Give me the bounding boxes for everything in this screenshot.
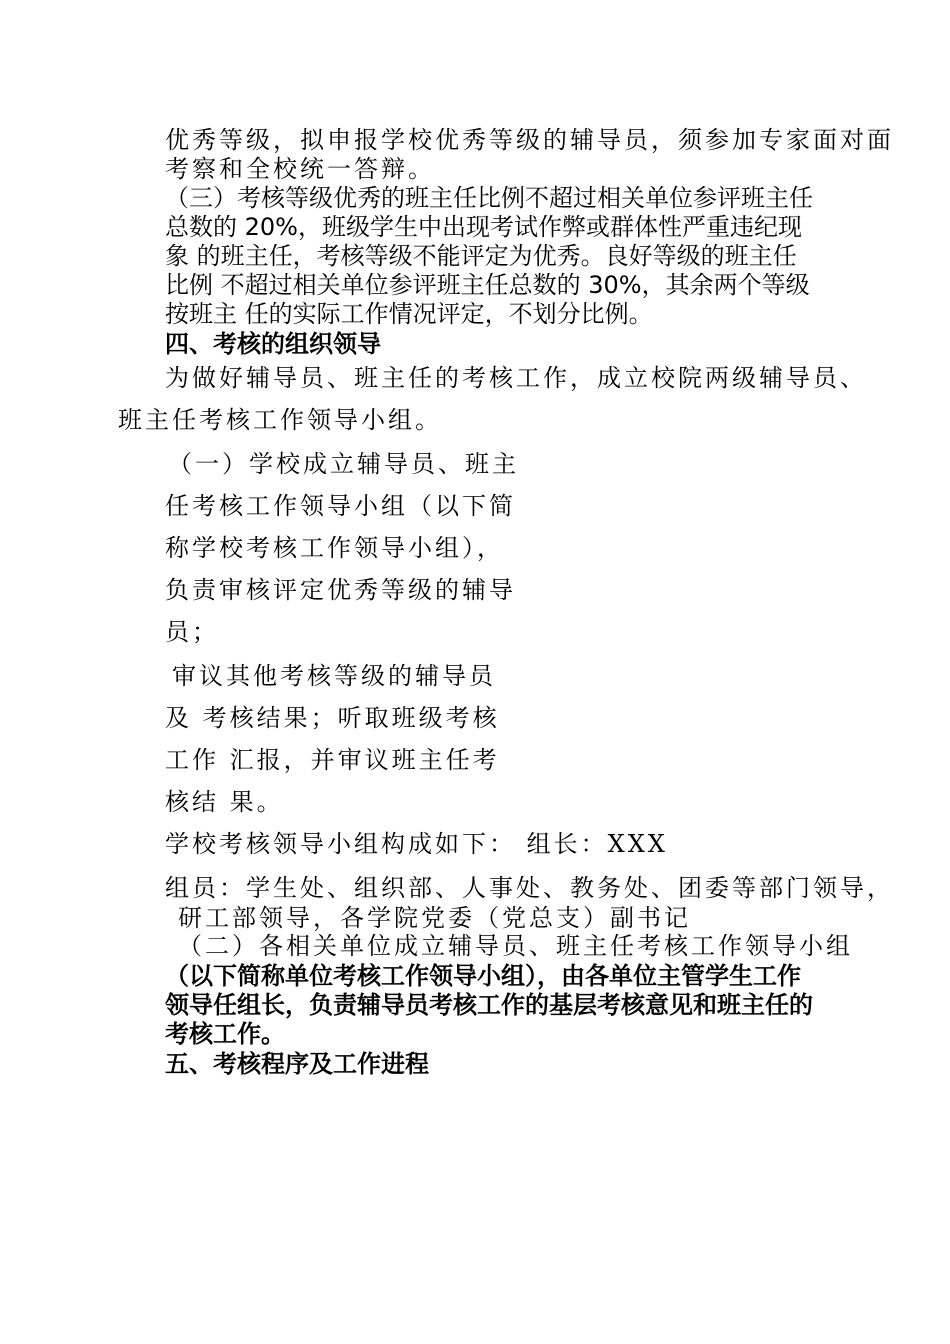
paragraph-line: 班主任考核工作领导小组。 [118,406,442,434]
paragraph-line: 核结 果。 [165,788,284,816]
paragraph-line: 总数的 20%，班级学生中出现考试作弊或群体性严重违纪现 [165,213,802,241]
paragraph-line: 称学校考核工作领导小组）， [165,534,504,562]
paragraph-line: 任考核工作领导小组（以下简 [165,492,516,520]
paragraph-line: 学校考核领导小组构成如下： 组长：XXX [165,830,668,858]
paragraph-line: （一）学校成立辅导员、班主 [168,450,519,478]
paragraph-line: 象 的班主任，考核等级不能评定为优秀。良好等级的班主任 [165,242,797,270]
paragraph-line: 比例 不超过相关单位参评班主任总数的 30%，其余两个等级 [165,271,810,299]
paragraph-line: 组员：学生处、组织部、人事处、教务处、团委等部门领导， [165,874,894,902]
paragraph-line: 及 考核结果；听取班级考核 [165,704,500,732]
paragraph-line: （三）考核等级优秀的班主任比例不超过相关单位参评班主任 [165,184,813,212]
paragraph-line: 工作 汇报，并审议班主任考 [165,746,500,774]
paragraph-line: 负责审核评定优秀等级的辅导 [165,576,516,604]
paragraph-line: （二）各相关单位成立辅导员、班主任考核工作领导小组 [178,932,853,960]
paragraph-line: 员； [165,618,219,646]
paragraph-line: 研工部领导，各学院党委（党总支）副书记 [178,904,691,932]
paragraph-line: 为做好辅导员、班主任的考核工作，成立校院两级辅导员、 [165,364,867,392]
paragraph-line: 审议其他考核等级的辅导员 [172,662,496,690]
paragraph-line: 按班主 任的实际工作情况评定，不划分比例。 [165,300,653,328]
paragraph-line: 考察和全校统一答辩。 [165,155,435,183]
section-heading-4: 四、考核的组织领导 [165,330,381,358]
paragraph-line: （以下简称单位考核工作领导小组），由各单位主管学生工作 [165,962,801,990]
paragraph-line: 优秀等级，拟申报学校优秀等级的辅导员，须参加专家面对面 [165,126,894,154]
section-heading-5: 五、考核程序及工作进程 [165,1050,429,1078]
paragraph-line: 考核工作。 [165,1020,285,1048]
paragraph-line: 领导任组长，负责辅导员考核工作的基层考核意见和班主任的 [165,991,813,1019]
